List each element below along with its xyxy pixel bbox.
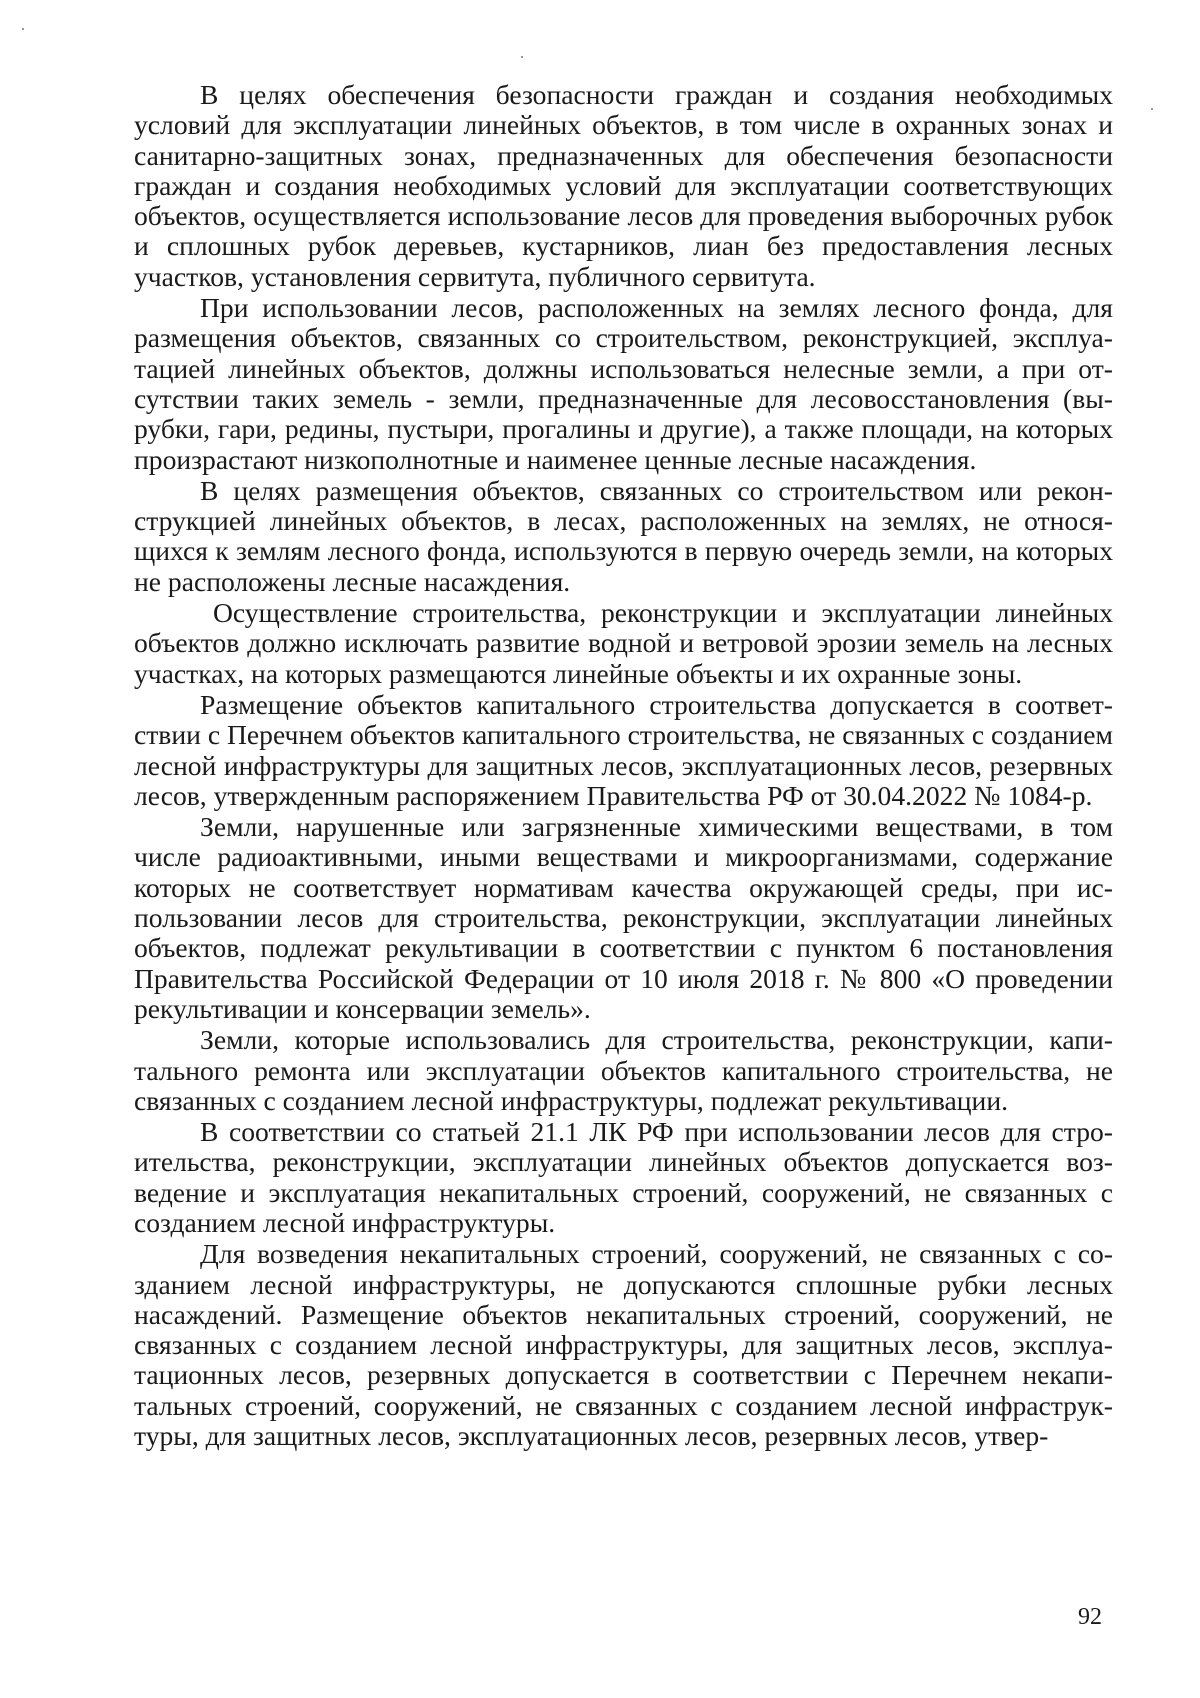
paragraph-6: Земли, нарушенные или загрязненные химическими веществами, в том числе радиоактивными, иными веществами и микроорганизмами, содержание которых не соответствует нормативам качества окружающей среды, при использовании лесов для строительства, реконструкции, эксплуатации линейных объектов, подлежат рекультивации в соответствии с пунктом 6 постановления Правительства Российской Федерации от 10 июля 2018 г. № 800 «О проведении рекультивации и консервации земель». — [134, 811, 1113, 1024]
paragraph-8: В соответствии со статьей 21.1 ЛК РФ при использовании лесов для строительства, реконструкции, эксплуатации линейных объектов допускается возведение и эксплуатация некапитальных строений, сооружений, не связанных с созданием лесной инфраструктуры. — [134, 1116, 1113, 1238]
scan-speck — [1151, 108, 1153, 110]
paragraph-5: Размещение объектов капитального строительства допускается в соответствии с Перечнем объектов капитального строительства, не связанных с созданием лесной инфраструктуры для защитных лесов, эксплуатационных лесов, резервных лесов, утвержденным распоряжением Правительства РФ от 30.04.2022 № 1084-р. — [134, 688, 1113, 811]
page-number: 92 — [1078, 1604, 1102, 1630]
paragraph-1: В целях обеспечения безопасности граждан и создания необходимых условий для эксплуатации линейных объектов, в том числе в охранных зонах и санитарно-защитных зонах, предназначенных для обеспечения безопасности граждан и создания необходимых условий для эксплуатации соответствующих объектов, осуществляется использование лесов для проведения выборочных рубок и сплошных рубок деревьев, кустарников, лиан без предоставления лесных участков, установления сервитута, публичного сервитута. — [134, 79, 1113, 292]
scan-speck — [521, 56, 523, 58]
paragraph-9: Для возведения некапитальных строений, сооружений, не связанных с созданием лесной инфраструктуры, не допускаются сплошные рубки лесных насаждений. Размещение объектов некапитальных строений, сооружений, не связанных с созданием лесной инфраструктуры, для защитных лесов, эксплуатационных лесов, резервных допускается в соответствии с Перечнем некапитальных строений, сооружений, не связанных с созданием лесной инфраструктуры, для защитных лесов, эксплуатационных лесов, резервных лесов, утвер- — [134, 1238, 1113, 1452]
paragraph-2: При использовании лесов, расположенных на землях лесного фонда, для размещения объектов, связанных со строительством, реконструкцией, эксплуатацией линейных объектов, должны использоваться нелесные земли, а при отсутствии таких земель - земли, предназначенные для лесовосстановления (вырубки, гари, редины, пустыри, прогалины и другие), а также площади, на которых произрастают низкополнотные и наименее ценные лесные насаждения. — [134, 292, 1113, 475]
paragraph-3: В целях размещения объектов, связанных со строительством или реконструкцией линейных объектов, в лесах, расположенных на землях, не относящихся к землям лесного фонда, используются в первую очередь земли, на которых не расположены лесные насаждения. — [134, 474, 1113, 597]
scan-speck — [22, 28, 24, 30]
paragraph-7: Земли, которые использовались для строительства, реконструкции, капитального ремонта или эксплуатации объектов капитального строительства, не связанных с созданием лесной инфраструктуры, подлежат рекультивации. — [134, 1024, 1113, 1116]
document-page — [134, 80, 1113, 1452]
paragraph-4: Осуществление строительства, реконструкции и эксплуатации линейных объектов должно исключать развитие водной и ветровой эрозии земель на лесных участках, на которых размещаются линейные объекты и их охранные зоны. — [134, 597, 1113, 689]
